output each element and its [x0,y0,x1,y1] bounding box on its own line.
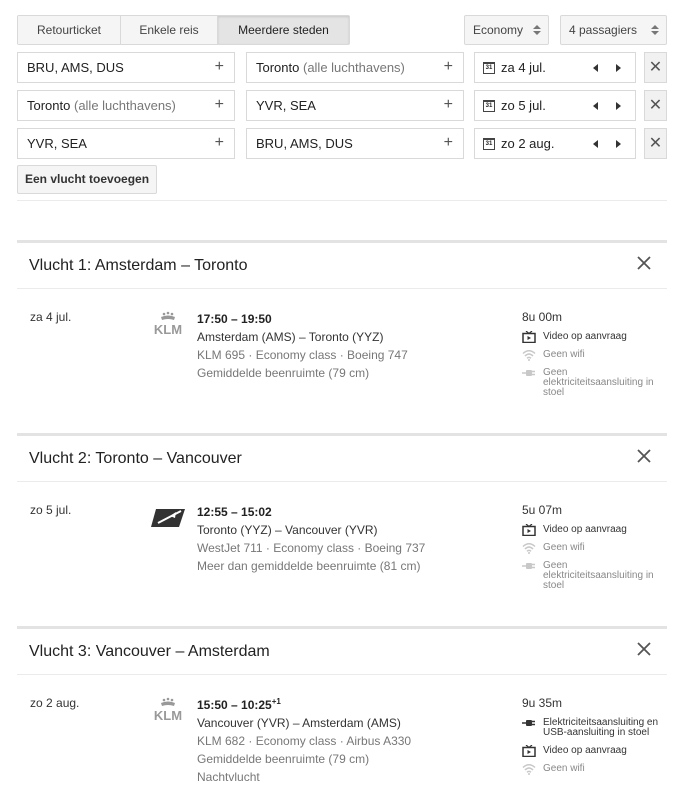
flight-route: Vancouver (YVR) – Amsterdam (AMS) [197,716,401,730]
passengers-value: 4 passagiers [569,23,638,37]
klm-logo-text: KLM [153,322,183,337]
wifi-icon [522,763,536,775]
add-airport-icon[interactable]: + [443,58,453,75]
prev-date-icon[interactable] [593,140,598,148]
prev-date-icon[interactable] [593,64,598,72]
flight-route: Amsterdam (AMS) – Toronto (YYZ) [197,330,384,344]
amenity-text: Video op aanvraag [543,331,627,342]
video-icon [522,524,536,536]
flight-title: Vlucht 2: Toronto – Vancouver [29,450,242,467]
leg1-date-field[interactable] [474,52,636,83]
close-icon[interactable] [636,255,652,271]
flight-time-range: 12:55 – 15:02 [197,505,272,519]
flight-times [197,500,425,521]
calendar-icon: 31 [483,100,495,112]
cabin-class-select[interactable] [464,15,549,45]
amenities-list [522,525,662,599]
next-date-icon[interactable] [616,64,621,72]
leg2-origin-field[interactable] [17,90,235,121]
add-airport-icon[interactable]: + [214,58,224,75]
plug-icon [522,717,536,729]
amenity-item [522,525,662,535]
leg3-destination-field[interactable] [246,128,464,159]
flight-times [197,693,411,714]
amenity-item [522,746,662,756]
tab-round-trip[interactable]: Retourticket [18,16,121,44]
wifi-icon [522,349,536,361]
flight-header [17,243,667,289]
klm-logo-icon [150,697,186,723]
amenity-item [522,543,662,553]
leg1-destination-value: Toronto [256,60,300,75]
flight-header [17,436,667,482]
amenities-list [522,332,662,406]
amenities-list [522,718,662,782]
close-icon[interactable] [636,641,652,657]
amenity-text: Geen wifi [543,542,585,553]
flight-duration: 9u 35m [522,696,563,710]
flight-header [17,629,667,675]
leg3-origin-value: YVR, SEA [27,136,87,151]
amenity-item [522,368,662,398]
amenity-item [522,350,662,360]
calendar-icon: 31 [483,138,495,150]
flight-section-3 [17,626,667,808]
divider [17,200,667,201]
tab-multi-city[interactable]: Meerdere steden [218,16,349,44]
leg1-destination-field[interactable] [246,52,464,83]
close-icon[interactable] [636,448,652,464]
tab-one-way[interactable]: Enkele reis [121,16,218,44]
leg2-date-field[interactable] [474,90,636,121]
amenity-item [522,332,662,342]
amenity-text: Geen wifi [543,763,585,774]
leg1-remove-button[interactable]: ✕ [644,52,667,83]
flight-details [197,500,425,575]
flight-extra: Meer dan gemiddelde beenruimte (81 cm) [197,559,421,573]
leg1-date-value: za 4 jul. [501,60,546,75]
leg2-date-value: zo 5 jul. [501,98,546,113]
flight-extra: Nachtvlucht [197,770,260,784]
flight-times [197,307,408,328]
leg1-origin-value: BRU, AMS, DUS [27,60,124,75]
plug-icon [522,367,536,379]
add-airport-icon[interactable]: + [443,96,453,113]
amenity-text: Video op aanvraag [543,745,627,756]
flight-section-1 [17,240,667,430]
cabin-class-value: Economy [473,23,524,37]
passengers-select[interactable] [560,15,667,45]
flight-time-range: 17:50 – 19:50 [197,312,272,326]
leg1-destination-suffix: (alle luchthavens) [299,60,405,75]
next-date-icon[interactable] [616,140,621,148]
add-airport-icon[interactable]: + [443,134,453,151]
leg2-destination-field[interactable] [246,90,464,121]
amenity-text: Elektriciteitsaansluiting en USB-aansluiting in stoel [543,717,659,738]
leg3-remove-button[interactable]: ✕ [644,128,667,159]
next-day-indicator: +1 [271,697,281,706]
select-arrows-icon [533,24,541,36]
flight-route: Toronto (YYZ) – Vancouver (YVR) [197,523,378,537]
flight-info: KLM 695 · Economy class · Boeing 747 [197,348,408,362]
flight-date: za 4 jul. [30,310,72,324]
flight-duration: 5u 07m [522,503,563,517]
amenity-text: Geen wifi [543,349,585,360]
flight-extra: Gemiddelde beenruimte (79 cm) [197,752,370,766]
next-date-icon[interactable] [616,102,621,110]
amenity-item [522,561,662,591]
amenity-item [522,764,662,774]
video-icon [522,331,536,343]
flight-details [197,307,408,382]
select-arrows-icon [651,24,659,36]
klm-logo-icon [150,311,186,337]
leg3-date-field[interactable] [474,128,636,159]
add-airport-icon[interactable]: + [214,134,224,151]
flight-title: Vlucht 1: Amsterdam – Toronto [29,257,248,274]
add-airport-icon[interactable]: + [214,96,224,113]
westjet-logo-icon [150,508,186,528]
flight-details [197,693,411,786]
amenity-item [522,718,662,738]
leg1-origin-field[interactable] [17,52,235,83]
leg2-origin-value: Toronto [27,98,71,113]
prev-date-icon[interactable] [593,102,598,110]
amenity-text: Geen elektriciteitsaansluiting in stoel [543,367,654,398]
flight-title: Vlucht 3: Vancouver – Amsterdam [29,643,270,660]
klm-logo-text: KLM [153,708,183,723]
plug-icon [522,560,536,572]
leg2-origin-suffix: (alle luchthavens) [70,98,176,113]
leg3-destination-value: BRU, AMS, DUS [256,136,353,151]
leg2-remove-button[interactable]: ✕ [644,90,667,121]
flight-info: WestJet 711 · Economy class · Boeing 737 [197,541,426,555]
flight-duration: 8u 00m [522,310,563,324]
leg3-date-value: zo 2 aug. [501,136,555,151]
add-flight-button[interactable]: Een vlucht toevoegen [17,165,157,194]
trip-type-tabs [17,15,350,45]
flight-time-range: 15:50 – 10:25 [197,698,272,712]
flight-section-2 [17,433,667,623]
calendar-icon: 31 [483,62,495,74]
flight-date: zo 2 aug. [30,696,80,710]
leg2-destination-value: YVR, SEA [256,98,316,113]
amenity-text: Geen elektriciteitsaansluiting in stoel [543,560,654,591]
flight-date: zo 5 jul. [30,503,72,517]
wifi-icon [522,542,536,554]
flight-info: KLM 682 · Economy class · Airbus A330 [197,734,412,748]
flight-extra: Gemiddelde beenruimte (79 cm) [197,366,370,380]
video-icon [522,745,536,757]
amenity-text: Video op aanvraag [543,524,627,535]
leg3-origin-field[interactable] [17,128,235,159]
